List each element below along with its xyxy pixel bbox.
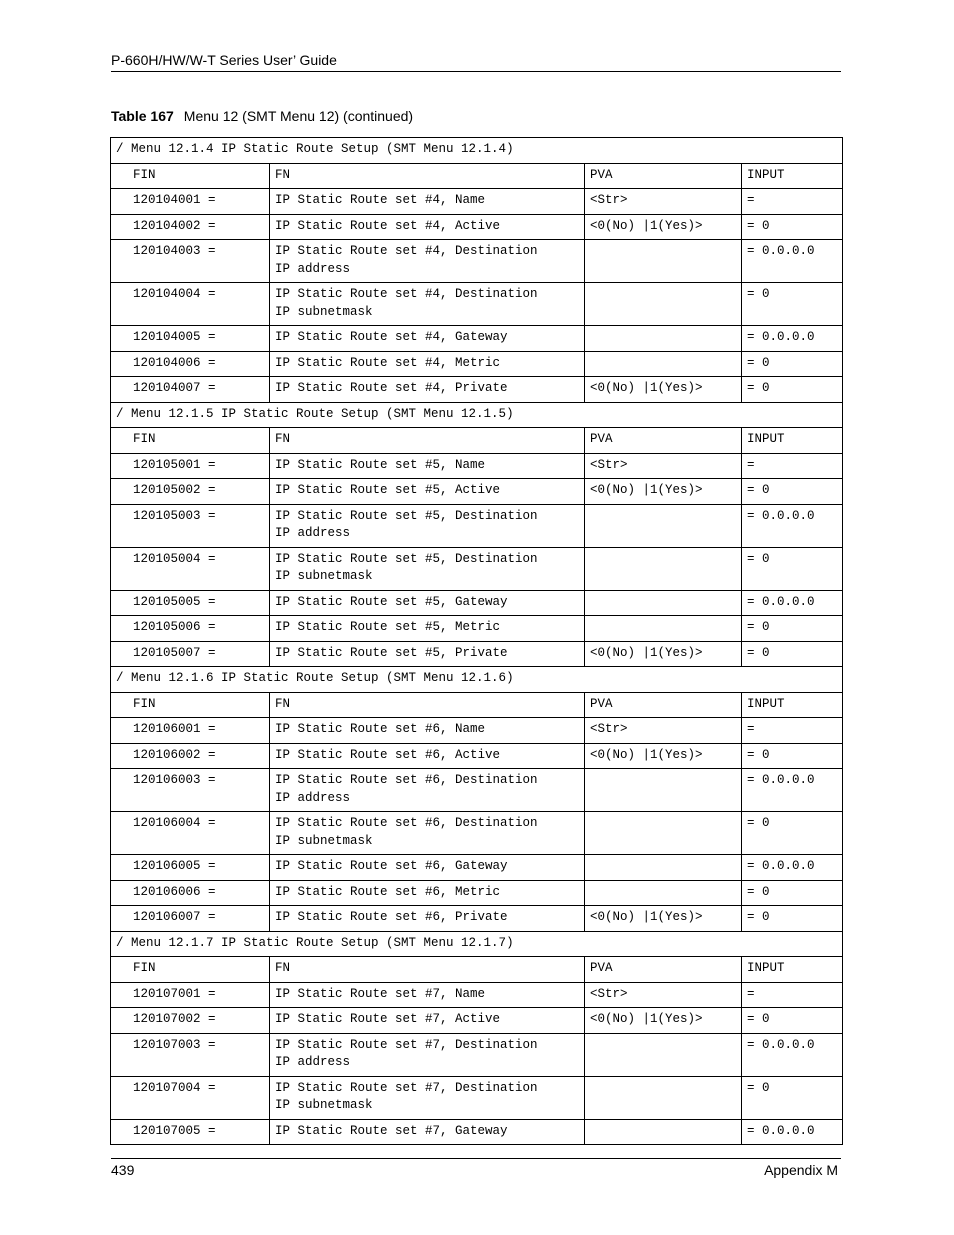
cell-pva bbox=[585, 769, 742, 812]
column-header-fn: FN bbox=[270, 428, 585, 454]
table-row bbox=[111, 982, 843, 1008]
cell-input: = 0 bbox=[742, 743, 843, 769]
table-row bbox=[111, 214, 843, 240]
cell-pva bbox=[585, 880, 742, 906]
table-row bbox=[111, 590, 843, 616]
cell-fin: 120104007 = bbox=[111, 377, 270, 403]
cell-input: = 0.0.0.0 bbox=[742, 326, 843, 352]
table-row bbox=[111, 880, 843, 906]
table-row bbox=[111, 351, 843, 377]
cell-pva bbox=[585, 590, 742, 616]
cell-fin: 120106005 = bbox=[111, 855, 270, 881]
cell-pva bbox=[585, 326, 742, 352]
cell-input: = 0.0.0.0 bbox=[742, 240, 843, 283]
column-header-fin: FIN bbox=[111, 692, 270, 718]
column-header-row bbox=[111, 163, 843, 189]
table-row bbox=[111, 855, 843, 881]
cell-fin: 120107001 = bbox=[111, 982, 270, 1008]
cell-fin: 120105004 = bbox=[111, 547, 270, 590]
table-row bbox=[111, 547, 843, 590]
section-title: / Menu 12.1.4 IP Static Route Setup (SMT Menu 12.1.4) bbox=[111, 138, 843, 164]
cell-fn: IP Static Route set #5, Name bbox=[270, 453, 585, 479]
cell-pva: <Str> bbox=[585, 453, 742, 479]
cell-pva: <Str> bbox=[585, 982, 742, 1008]
cell-input: = 0.0.0.0 bbox=[742, 769, 843, 812]
cell-fn: IP Static Route set #6, Private bbox=[270, 906, 585, 932]
cell-fin: 120104005 = bbox=[111, 326, 270, 352]
cell-input: = 0 bbox=[742, 880, 843, 906]
cell-fin: 120104002 = bbox=[111, 214, 270, 240]
page-header bbox=[111, 52, 841, 72]
cell-input: = 0.0.0.0 bbox=[742, 504, 843, 547]
section-title: / Menu 12.1.6 IP Static Route Setup (SMT Menu 12.1.6) bbox=[111, 667, 843, 693]
table-row bbox=[111, 453, 843, 479]
table-caption-text: Menu 12 (SMT Menu 12) (continued) bbox=[183, 108, 414, 124]
column-header-fin: FIN bbox=[111, 957, 270, 983]
cell-input: = bbox=[742, 982, 843, 1008]
cell-fin: 120106006 = bbox=[111, 880, 270, 906]
column-header-pva: PVA bbox=[585, 428, 742, 454]
cell-fin: 120106003 = bbox=[111, 769, 270, 812]
page-number: 439 bbox=[111, 1162, 135, 1178]
guide-title: P-660H/HW/W-T Series User’ Guide bbox=[111, 52, 337, 68]
table-row bbox=[111, 718, 843, 744]
cell-fin: 120104006 = bbox=[111, 351, 270, 377]
cell-input: = 0 bbox=[742, 906, 843, 932]
column-header-pva: PVA bbox=[585, 163, 742, 189]
cell-fn: IP Static Route set #6, Destination IP address bbox=[270, 769, 585, 812]
cell-fin: 120105002 = bbox=[111, 479, 270, 505]
cell-fn: IP Static Route set #4, Destination IP subnetmask bbox=[270, 283, 585, 326]
table-number: Table 167 bbox=[111, 108, 174, 124]
cell-input: = 0.0.0.0 bbox=[742, 590, 843, 616]
column-header-fn: FN bbox=[270, 692, 585, 718]
cell-fn: IP Static Route set #6, Gateway bbox=[270, 855, 585, 881]
cell-pva bbox=[585, 547, 742, 590]
cell-fn: IP Static Route set #4, Metric bbox=[270, 351, 585, 377]
table-row bbox=[111, 743, 843, 769]
column-header-pva: PVA bbox=[585, 957, 742, 983]
table-row bbox=[111, 189, 843, 215]
cell-fin: 120106002 = bbox=[111, 743, 270, 769]
smt-menu-table bbox=[110, 137, 843, 1145]
cell-pva: <0(No) |1(Yes)> bbox=[585, 743, 742, 769]
section-title-row bbox=[111, 667, 843, 693]
cell-fn: IP Static Route set #5, Active bbox=[270, 479, 585, 505]
column-header-row bbox=[111, 428, 843, 454]
table-row bbox=[111, 504, 843, 547]
column-header-row bbox=[111, 957, 843, 983]
cell-input: = 0 bbox=[742, 616, 843, 642]
cell-fin: 120104001 = bbox=[111, 189, 270, 215]
cell-fin: 120107002 = bbox=[111, 1008, 270, 1034]
cell-fn: IP Static Route set #6, Active bbox=[270, 743, 585, 769]
column-header-input: INPUT bbox=[742, 428, 843, 454]
page-footer bbox=[111, 1158, 841, 1178]
section-title-row bbox=[111, 931, 843, 957]
cell-pva: <Str> bbox=[585, 718, 742, 744]
cell-input: = 0.0.0.0 bbox=[742, 855, 843, 881]
cell-fn: IP Static Route set #5, Destination IP subnetmask bbox=[270, 547, 585, 590]
cell-input: = bbox=[742, 189, 843, 215]
cell-fn: IP Static Route set #6, Metric bbox=[270, 880, 585, 906]
cell-pva: <0(No) |1(Yes)> bbox=[585, 1008, 742, 1034]
cell-input: = 0.0.0.0 bbox=[742, 1033, 843, 1076]
table-row bbox=[111, 616, 843, 642]
table-row bbox=[111, 1033, 843, 1076]
table-row bbox=[111, 1076, 843, 1119]
cell-pva bbox=[585, 1076, 742, 1119]
cell-pva bbox=[585, 616, 742, 642]
cell-fin: 120106004 = bbox=[111, 812, 270, 855]
section-title: / Menu 12.1.5 IP Static Route Setup (SMT Menu 12.1.5) bbox=[111, 402, 843, 428]
cell-fn: IP Static Route set #7, Destination IP address bbox=[270, 1033, 585, 1076]
section-title-row bbox=[111, 138, 843, 164]
cell-fin: 120106001 = bbox=[111, 718, 270, 744]
cell-pva bbox=[585, 855, 742, 881]
cell-pva: <0(No) |1(Yes)> bbox=[585, 641, 742, 667]
column-header-input: INPUT bbox=[742, 692, 843, 718]
section-title: / Menu 12.1.7 IP Static Route Setup (SMT Menu 12.1.7) bbox=[111, 931, 843, 957]
cell-input: = 0 bbox=[742, 479, 843, 505]
cell-input: = 0 bbox=[742, 641, 843, 667]
cell-pva bbox=[585, 1033, 742, 1076]
cell-input: = 0 bbox=[742, 351, 843, 377]
cell-pva: <Str> bbox=[585, 189, 742, 215]
cell-pva bbox=[585, 504, 742, 547]
table-row bbox=[111, 1008, 843, 1034]
cell-input: = 0 bbox=[742, 214, 843, 240]
cell-pva bbox=[585, 351, 742, 377]
cell-fn: IP Static Route set #5, Private bbox=[270, 641, 585, 667]
cell-fn: IP Static Route set #7, Gateway bbox=[270, 1119, 585, 1145]
table-row bbox=[111, 479, 843, 505]
column-header-input: INPUT bbox=[742, 957, 843, 983]
cell-input: = 0 bbox=[742, 547, 843, 590]
column-header-pva: PVA bbox=[585, 692, 742, 718]
cell-fn: IP Static Route set #4, Active bbox=[270, 214, 585, 240]
column-header-fin: FIN bbox=[111, 428, 270, 454]
table-row bbox=[111, 1119, 843, 1145]
cell-pva: <0(No) |1(Yes)> bbox=[585, 214, 742, 240]
footer-section: Appendix M bbox=[764, 1162, 838, 1178]
cell-input: = bbox=[742, 718, 843, 744]
cell-fn: IP Static Route set #6, Name bbox=[270, 718, 585, 744]
cell-fin: 120105003 = bbox=[111, 504, 270, 547]
cell-fn: IP Static Route set #7, Destination IP subnetmask bbox=[270, 1076, 585, 1119]
cell-pva: <0(No) |1(Yes)> bbox=[585, 479, 742, 505]
column-header-row bbox=[111, 692, 843, 718]
table-row bbox=[111, 326, 843, 352]
cell-input: = 0 bbox=[742, 283, 843, 326]
cell-fin: 120107004 = bbox=[111, 1076, 270, 1119]
cell-fn: IP Static Route set #4, Private bbox=[270, 377, 585, 403]
cell-fn: IP Static Route set #4, Name bbox=[270, 189, 585, 215]
table-row bbox=[111, 283, 843, 326]
cell-input: = 0 bbox=[742, 377, 843, 403]
cell-input: = 0.0.0.0 bbox=[742, 1119, 843, 1145]
cell-fin: 120105005 = bbox=[111, 590, 270, 616]
cell-fn: IP Static Route set #7, Active bbox=[270, 1008, 585, 1034]
cell-fin: 120105006 = bbox=[111, 616, 270, 642]
cell-fn: IP Static Route set #7, Name bbox=[270, 982, 585, 1008]
cell-fin: 120107005 = bbox=[111, 1119, 270, 1145]
cell-pva bbox=[585, 283, 742, 326]
cell-pva: <0(No) |1(Yes)> bbox=[585, 377, 742, 403]
table-body bbox=[111, 138, 843, 1145]
cell-fn: IP Static Route set #4, Destination IP address bbox=[270, 240, 585, 283]
section-title-row bbox=[111, 402, 843, 428]
table-caption bbox=[111, 108, 413, 124]
cell-pva bbox=[585, 240, 742, 283]
column-header-input: INPUT bbox=[742, 163, 843, 189]
table-row bbox=[111, 240, 843, 283]
table-row bbox=[111, 812, 843, 855]
cell-input: = 0 bbox=[742, 1008, 843, 1034]
table-row bbox=[111, 906, 843, 932]
cell-pva: <0(No) |1(Yes)> bbox=[585, 906, 742, 932]
column-header-fin: FIN bbox=[111, 163, 270, 189]
column-header-fn: FN bbox=[270, 163, 585, 189]
cell-input: = 0 bbox=[742, 1076, 843, 1119]
cell-fin: 120104004 = bbox=[111, 283, 270, 326]
cell-fn: IP Static Route set #5, Metric bbox=[270, 616, 585, 642]
column-header-fn: FN bbox=[270, 957, 585, 983]
cell-fin: 120104003 = bbox=[111, 240, 270, 283]
cell-fn: IP Static Route set #6, Destination IP subnetmask bbox=[270, 812, 585, 855]
cell-fin: 120105001 = bbox=[111, 453, 270, 479]
cell-fn: IP Static Route set #5, Destination IP address bbox=[270, 504, 585, 547]
cell-fin: 120107003 = bbox=[111, 1033, 270, 1076]
table-row bbox=[111, 769, 843, 812]
table-row bbox=[111, 641, 843, 667]
cell-pva bbox=[585, 812, 742, 855]
cell-pva bbox=[585, 1119, 742, 1145]
table-row bbox=[111, 377, 843, 403]
cell-input: = bbox=[742, 453, 843, 479]
cell-fin: 120106007 = bbox=[111, 906, 270, 932]
cell-fn: IP Static Route set #4, Gateway bbox=[270, 326, 585, 352]
cell-fn: IP Static Route set #5, Gateway bbox=[270, 590, 585, 616]
cell-input: = 0 bbox=[742, 812, 843, 855]
cell-fin: 120105007 = bbox=[111, 641, 270, 667]
